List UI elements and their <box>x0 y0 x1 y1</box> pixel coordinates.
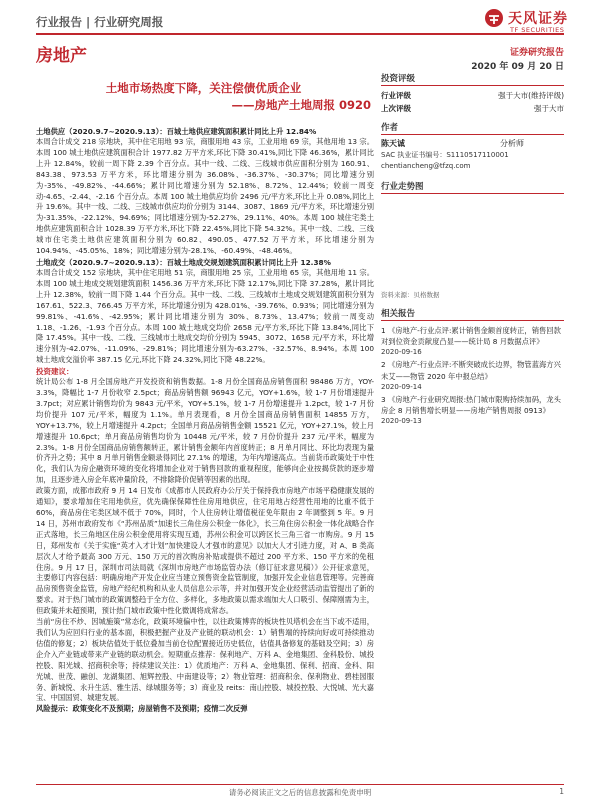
brand-logo <box>484 6 576 36</box>
report-header <box>0 0 600 38</box>
risk-warning: 风险提示：政策变化不及预期；房屋销售不及预期；疫情二次反弹 <box>36 704 248 714</box>
report-type-label: 证券研究报告 <box>509 48 564 58</box>
page-number: 1 <box>559 787 564 796</box>
investment-advice-heading: 投资建议： <box>36 367 74 377</box>
rating-label: 行业评级 <box>381 91 411 100</box>
related-report-date: 2020-09-13 <box>381 417 422 426</box>
investment-paragraph-sales: 统计局公布 1-8 月全国房地产开发投资和销售数据。1-8 月份全国商品房销售面积 98486 万方，YOY-3.3%，降幅比 1-7 月份收窄 2.5pct；商品房销售额 96943 亿元，YOY+1.6%，较 1-7 月份增速提升 3.7pct；对应累计销售均价为 9843 元/平米，YOY+5.1%，较 1-7 月份增速提升 1.2pct，较 1-7 月份均价提升 107 元/平米，幅度为 1.1%。单月表现看，8 月份全国商品房销售面积 14855 万方，YOY+13.7%，较上月增速提升 4.2pct；全国单月商品房销售金额 15521 亿元，YOY+27.1%，较上月增速提升 10.6pct；单月商品房销售均价为 10448 元/平米，较 7 月份价提升 237 元/平米，幅度为 2.3%。1-8 月份全国商品房销售额转正，累计销售金额年内首度转正；8 月单月同比、环比均表现为量价齐升之势；其中 8 月单月销售金额录得同比 27.1% 的增速，为年内增速高点。当前货币政策处于中性化，我们认为房企融资环境的变化将增加企业对于销售回款的重视程度，能够向企业按揭贷款的逐步增加，且逐步进入房企年底冲量阶段，不排除降价促销等因素的出现。 <box>36 377 374 485</box>
trend-heading: 行业走势图 <box>381 180 564 194</box>
related-report-item[interactable] <box>381 359 564 391</box>
land-supply-heading: 土地供应（2020.9.7~2020.9.13）：百城土地供应建筑面积累计同比上升 12.84% <box>36 127 317 136</box>
analyst-row <box>381 138 564 150</box>
investment-paragraph-policy: 政策方面，成都市政府 9 月 14 日发布《成都市人民政府办公厅关于保持我市房地产市场平稳健康发展的通知》，要求增加住宅用地供应，优先确保保障性住房用地供应，住宅用地占经营性用地的比重不低于 60%，商品房住宅类区域不低于 70%，同时，个人住房转让增值税征免年限由 2 年调整到 5 年。9 月 14 日，苏州市政府发布《“苏州品质”加速长三角住房公积金一体化》，长三角住房公积金一体化战略合作正式落地，长三角地区住房公积金使用将实现互通，苏州公积金可以跨区长三角三省一市购房。9 月 15 日，郑州发布《关于实施“英才入才计划”加快建设人才强市的意见》以加大人才引进力度，对 A、B 类高层次人才给予最高 300 万元、150 万元的首次购房补贴或提供不超过 200 平方米、150 平方米的免租住房。9 月 17 日，深圳市司法局就《深圳市房地产市场监管办法（修订征求意见稿）》公开征求意见，主要修订内容包括：明确房地产开发企业应当建立预售资金监管制度，加强开发企业信息管理等。完善商品房预售资金监管，房地产经纪机构和从业人员信息公示等，并对加强开发企业经营活动监管提出了新的要求。对于热门城市的政策调整趋于全方位、多样化，多地政策以需求端加大人口吸引、保障刚需为主，但政策并未超预期，预计热门城市政策中性化微调将成常态。 <box>36 486 374 616</box>
analyst-cert: SAC 执业证书编号：S1110517110001 <box>381 151 509 159</box>
logo-name-en: TF SECURITIES <box>510 26 565 34</box>
related-heading: 相关报告 <box>381 307 564 321</box>
analyst-role: 分析师 <box>500 139 524 148</box>
trend-chart-placeholder <box>381 198 564 288</box>
related-report-item[interactable] <box>381 325 564 357</box>
rating-row <box>381 89 564 102</box>
source-note: 资料来源：贝格数据 <box>381 291 440 299</box>
investment-paragraph-picks: 当前“房住不炒、因城施策”常态化，政策环境偏中性，以往政策博弈的板块性贝塔机会在当下或不适用，我们认为应回归行业的基本面，积极把握产业及产业链的联动机会：1）销售端的持续向好或可持续推动估值的修复；2）板块估值处于低位叠加当前仓位配置接近历史低位，估值具备修复的基础及空间；3）房企介入产业链或带来产业链的联动机会。短期重点推荐：保利地产、万科 A、金地集团、金科股份、城投控股、阳光城、招商积余等；持续建议关注：1）优质地产：万科 A、金地集团、保利、招商、金科、阳光城、世茂、融创、龙湖集团、旭辉控股、中南建设等；2）物业管理：招商积余、保利物业、碧桂园服务、新城悦、永升生活、雅生活、绿城服务等；3）商业及 reits：南山控股、城投控股、大悦城、光大嘉宝、中国国贸、城建发展。 <box>36 617 374 703</box>
related-report-title[interactable]: 3 《房地产-行业研究周报:热门城市限购持续加码，龙头房企 8 月销售增长明显——房地产销售周报 0913》 <box>381 394 561 416</box>
related-report-item[interactable] <box>381 394 564 426</box>
author-heading: 作者 <box>381 121 564 135</box>
prev-rating-value: 强于大市 <box>534 104 564 113</box>
disclaimer-note: 请务必阅读正文之后的信息披露和免责申明 <box>228 788 372 797</box>
report-subtitle: ——房地产土地周报 0920 <box>231 98 371 112</box>
analyst-email[interactable]: chentiancheng@tfzq.com <box>381 162 471 170</box>
prev-rating-label: 上次评级 <box>381 104 411 113</box>
rating-heading: 投资评级 <box>381 72 564 86</box>
page-footer <box>0 784 600 800</box>
main-content <box>36 126 374 715</box>
related-reports-list <box>381 325 564 426</box>
logo-mark-icon <box>484 8 504 28</box>
sidebar <box>381 72 564 428</box>
land-transaction-paragraph: 本周合计成交 152 宗地块，其中住宅用地 51 宗，商服用地 25 宗，工业用地 65 宗，其他用地 11 宗。本周 100 城土地成交规划建筑面积 1456.36 万平方米,环比下降 12.17%,同比下降 37.28%，累计同比上升 12.38%，较前一周下降 1.44 个百分点。其中一线、二线、三线城市土地成交规划建筑面积分别为 167.61、522.3、766.45 万平方米，环比增速分别为 428.01%、-39.76%、0.93%；同比增速分别为 99.81%、-41.6%、-42.95%；累计同比增速分别为 30%、8.73%、13.47%；较前一周变动 1.18、-1.26、-1.93 个百分点。本周 100 城土地成交均价 2658 元/平方米,环比下降 13.84%,同比下降 17.45%。其中一线、二线、三线城市土地成交均价分别为 5945、3072、1658 元/平方米，环比增速分别为-42.07%、-11.09%、-29.81%；同比增速分别为-63.27%、-32.57%、8.94%。本周 100 城土地成交溢价率 387.15 亿元,环比下降 24.32%,同比下降 48.22%。 <box>36 267 374 365</box>
prev-rating-row <box>381 102 564 115</box>
report-title: 土地市场热度下降，关注偿债优质企业 <box>105 81 302 95</box>
analyst-name: 陈天诚 <box>381 139 405 148</box>
land-supply-paragraph: 本周合计成交 218 宗地块，其中住宅用地 93 宗，商服用地 43 宗，工业用地 69 宗，其他用地 13 宗。本周 100 城土地供应建筑面积合计 1977.82 万平方米,环比下降 30.41%,同比下降 46.36%，累计同比上升 12.84%，较前一周下降 2.39 个百分点。其中一线、二线、三线城市供应面积分别为 160.91、843.38、973.53 万平方米，环比增速分别为 36.08%、-36.37%、-30.37%；同比增速分别为-35%、-49.82%、-44.66%；累计同比增速分别为 52.18%、8.72%、12.44%；较前一周变动-4.65、-2.44、-2.16 个百分点。本周 100 城土地供应均价 2496 元/平方米,环比上升 0.08%,同比上升 19.6%。其中一线、二线、三线城市供应均价分别为 3144、3087、1869 元/平方米，环比增速分别为-31.35%、-22.12%、94.69%；同比增速分别为-52.27%、29.11%、40%。本周 100 城住宅类土地供应建筑面积合计 1028.39 万平方米,环比下降 22.45%,同比下降 54.32%。其中一线、二线、三线城市住宅类土地供应建筑面积分别为 60.82、490.05、477.52 万平方米，环比增速分别为 104.94%、-45.05%、18%；同比增速分别为-28.1%、-60.49%、-48.46%。 <box>36 137 374 256</box>
doc-type-label: 行业报告 | 行业研究周报 <box>36 15 164 29</box>
sector-title: 房地产 <box>36 46 87 66</box>
land-transaction-heading: 土地成交（2020.9.7~2020.9.13）：百城土地成交规划建筑面积累计同比上升 12.38% <box>36 257 331 267</box>
related-report-title[interactable]: 1 《房地产-行业点评:累计销售金额首度转正，销售回款对到位资金贡献度凸显——统计局 8 月数据点评》 <box>381 326 561 347</box>
related-report-date: 2020-09-14 <box>381 382 422 391</box>
rating-value: 强于大市(维持评级) <box>498 91 564 100</box>
logo-name-cn: 天风证券 <box>508 11 568 27</box>
report-date: 2020 年 09 月 20 日 <box>471 62 564 72</box>
related-report-title[interactable]: 2 《房地产-行业点评:不断突破成长边界，物管蓝海方兴未艾——物管 2020 年中报总结》 <box>381 360 561 381</box>
footer-divider <box>36 784 564 785</box>
related-report-date: 2020-09-16 <box>381 348 422 357</box>
